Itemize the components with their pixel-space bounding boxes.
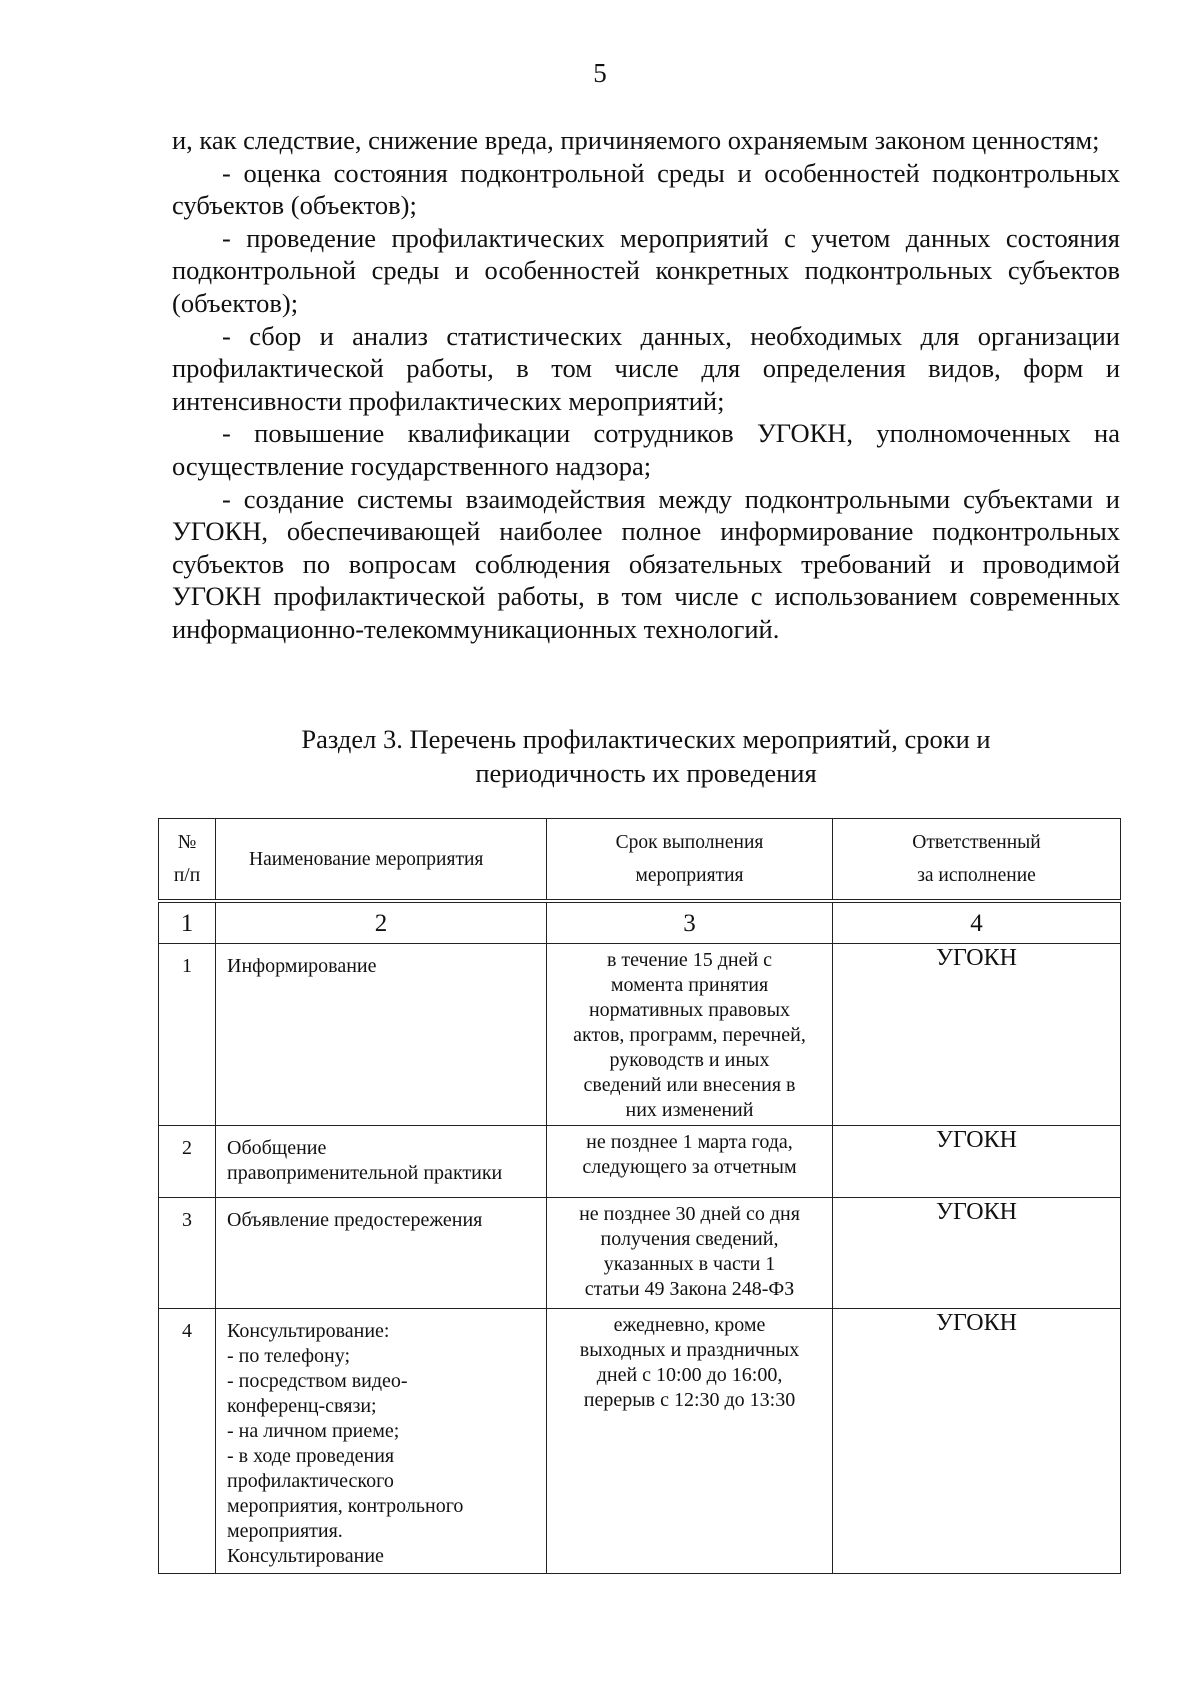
column-number: 4: [833, 901, 1121, 944]
paragraph-item: - сбор и анализ статистических данных, необходимых для организации профилактической работы, в том числе для определения видов, форм и интенсивности профилактических мероприятий;: [172, 320, 1120, 416]
activity-name-line: мероприятия, контрольного: [227, 1495, 464, 1517]
page-number: 5: [593, 58, 607, 88]
section-title-line: периодичность их проведения: [475, 758, 817, 788]
activity-name: [216, 1309, 547, 1574]
activity-term-line: статьи 49 Закона 248-ФЗ: [584, 1278, 795, 1300]
activity-name-line: - посредством видео-: [227, 1370, 408, 1392]
activity-term-line: указанных в части 1: [603, 1253, 776, 1275]
paragraph-continuation: и, как следствие, снижение вреда, причиняемого охраняемым законом ценностям;: [172, 125, 1100, 155]
activity-term: [547, 1126, 833, 1198]
activity-name-line: Консультирование: [227, 1545, 384, 1567]
header-responsible: [833, 819, 1121, 902]
activity-term-line: перерыв с 12:30 до 13:30: [583, 1389, 796, 1411]
header-term-line: Срок выполнения: [615, 832, 764, 853]
header-number-line: п/п: [173, 865, 201, 886]
activity-term: [547, 944, 833, 1126]
activity-term-line: не позднее 1 марта года,: [586, 1131, 793, 1153]
paragraph-item: - проведение профилактических мероприятий с учетом данных состояния подконтрольной среды и особенностей конкретных подконтрольных субъектов (объектов);: [172, 222, 1120, 318]
table-row: [159, 1309, 1121, 1574]
header-term: [547, 819, 833, 902]
row-number: 4: [159, 1309, 216, 1574]
activity-term-line: следующего за отчетным: [582, 1156, 797, 1178]
activity-name: [216, 1198, 547, 1309]
activities-table: [158, 818, 1121, 1574]
activity-responsible: УГОКН: [833, 1198, 1121, 1309]
activity-name-line: мероприятия.: [227, 1520, 343, 1542]
activity-term: [547, 1198, 833, 1309]
activity-term-line: руководств и иных: [609, 1049, 770, 1071]
activity-name: [216, 1126, 547, 1198]
section-title-line: Раздел 3. Перечень профилактических мероприятий, сроки и: [301, 724, 991, 754]
activity-term-line: сведений или внесения в: [583, 1074, 796, 1096]
header-number: [159, 819, 216, 902]
activity-name: [216, 944, 547, 1126]
activity-term-line: них изменений: [625, 1099, 754, 1121]
activity-term-line: в течение 15 дней с: [606, 949, 773, 971]
activity-name-line: Информирование: [227, 955, 377, 977]
activity-name-line: Обобщение: [227, 1137, 327, 1159]
activity-name-line: - в ходе проведения: [227, 1445, 395, 1467]
column-number: 1: [159, 901, 216, 944]
paragraph-item: - оценка состояния подконтрольной среды и особенностей подконтрольных субъектов (объектов);: [172, 157, 1120, 221]
header-responsible-line: за исполнение: [917, 865, 1036, 886]
activity-name-line: - на личном приеме;: [227, 1420, 400, 1442]
table-row: [159, 944, 1121, 1126]
row-number: 3: [159, 1198, 216, 1309]
column-number-row: [159, 901, 1121, 944]
activity-name-line: Консультирование:: [227, 1320, 390, 1342]
table-row: [159, 1198, 1121, 1309]
activity-responsible: УГОКН: [833, 944, 1121, 1126]
activity-term-line: получения сведений,: [600, 1228, 779, 1250]
paragraph-item: - повышение квалификации сотрудников УГОКН, уполномоченных на осуществление государственного надзора;: [172, 418, 1120, 481]
activity-responsible: УГОКН: [833, 1126, 1121, 1198]
paragraph-item: - создание системы взаимодействия между подконтрольными субъектами и УГОКН, обеспечивающей наиболее полное информирование подконтрольных субъектов по вопросам соблюдения обязательных требований и проводимой УГОКН профилактической работы, в том числе с использованием современных информационно-телекоммуникационных технологий.: [172, 483, 1120, 644]
activity-name-line: Объявление предостережения: [227, 1209, 483, 1231]
activity-term-line: не позднее 30 дней со дня: [579, 1203, 800, 1225]
row-number: 1: [159, 944, 216, 1126]
section-title: [172, 722, 1120, 790]
column-number: 3: [547, 901, 833, 944]
activity-term-line: актов, программ, перечней,: [573, 1024, 806, 1046]
activity-term-line: нормативных правовых: [588, 999, 791, 1021]
activity-name-line: конференц-связи;: [227, 1395, 377, 1417]
activity-term-line: дней с 10:00 до 16:00,: [596, 1364, 783, 1386]
activity-name-line: правоприменительной практики: [227, 1162, 503, 1184]
activity-responsible: УГОКН: [833, 1309, 1121, 1574]
activity-name-line: - по телефону;: [227, 1345, 351, 1367]
table-row: [159, 1126, 1121, 1198]
header-number-line: №: [177, 832, 197, 853]
table-header-row: [159, 819, 1121, 902]
header-responsible-line: Ответственный: [912, 832, 1041, 853]
header-term-line: мероприятия: [635, 865, 744, 886]
activity-term: [547, 1309, 833, 1574]
activity-name-line: профилактического: [227, 1470, 394, 1492]
activity-term-line: ежедневно, кроме: [613, 1314, 766, 1336]
column-number: 2: [216, 901, 547, 944]
activity-term-line: момента принятия: [610, 974, 769, 996]
header-name: Наименование мероприятия: [216, 819, 547, 902]
row-number: 2: [159, 1126, 216, 1198]
activity-term-line: выходных и праздничных: [579, 1339, 800, 1361]
body-text: [172, 124, 1120, 646]
